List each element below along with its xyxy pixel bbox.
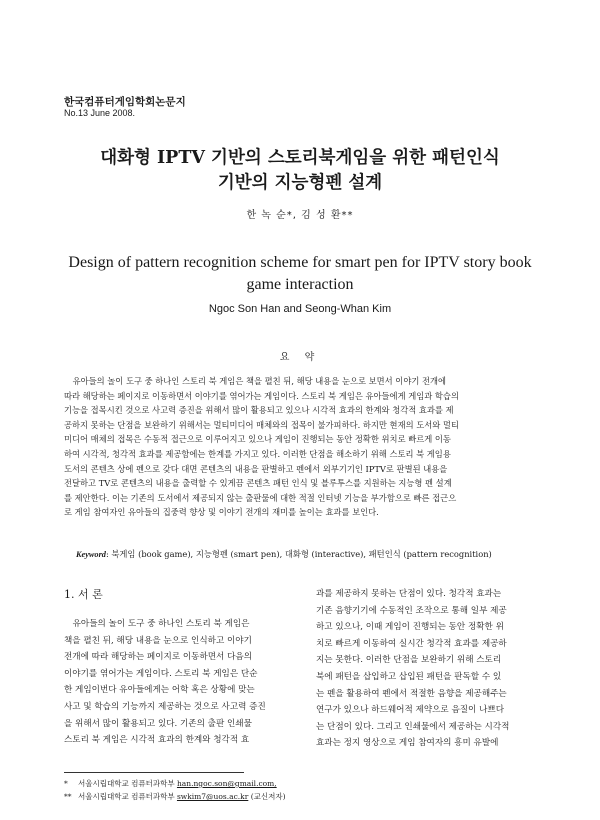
body-line: 는 단점이 있다. 그리고 인쇄물에서 제공하는 시각적 — [316, 721, 510, 732]
body-line: 효과는 정지 영상으로 게임 참여자의 흥미 유발에 — [316, 738, 499, 749]
body-line: 유아들의 놀이 도구 중 하나인 스토리 북 게임은 — [72, 619, 250, 629]
body-line: 이야기를 엮어가는 게임이다. 스토리 북 게임은 단순 — [64, 668, 258, 679]
body-column-left — [64, 616, 284, 749]
footnote-1-affiliation: 서울시립대학교 컴퓨터과학부 — [78, 779, 177, 788]
title-english — [60, 252, 540, 296]
abstract-line: 하여 시각적, 청각적 효과를 제공함에는 한계를 가지고 있다. 이러한 단점을 해소하기 위해 스토리 북 게임용 — [64, 448, 451, 459]
body-line: 연구가 있으나 하드웨어적 제약으로 음질이 나쁘다 — [316, 705, 504, 716]
body-line: 을 위해서 많이 활용되고 있다. 기존의 출판 인쇄물 — [64, 718, 252, 729]
abstract-heading: 요 약 — [279, 352, 321, 363]
abstract-body — [64, 374, 538, 520]
footnote-2-affiliation: 서울시립대학교 컴퓨터과학부 — [78, 792, 177, 801]
abstract-line: 도서의 콘텐츠 상에 펜으로 갖다 대면 콘텐츠의 내용을 판별하고 펜에서 외부기기인 IPTV로 판별된 내용을 — [64, 463, 448, 474]
body-line: 북에 패턴을 삽입하고 삽입된 패턴을 판독할 수 있 — [316, 671, 502, 682]
authors-korean: 한 녹 순*, 김 성 환** — [246, 210, 354, 221]
body-line: 하고 있으나, 이때 게임이 진행되는 동안 정확한 위 — [316, 622, 504, 633]
body-line: 전개에 따라 해당하는 페이지로 이동하면서 다음의 — [64, 652, 252, 663]
body-line: 기존 음향기기에 수동적인 조작으로 통해 일부 제공 — [316, 605, 507, 616]
title-korean — [40, 146, 560, 196]
abstract-line: 전달하고 TV로 콘텐츠의 내용을 출력할 수 있게끔 콘텐츠 패턴 인식 및 블루투스를 지원하는 지능형 펜 설계 — [64, 478, 452, 489]
body-column-right — [316, 586, 536, 752]
title-english-line-2: game interaction — [246, 276, 354, 293]
footnote-2-mark: ** — [64, 792, 72, 801]
body-line: 치로 빠르게 이동하여 실시간 청각적 효과를 제공하 — [316, 638, 507, 649]
footnote-2-suffix: (교신저자) — [248, 792, 286, 801]
authors-english: Ngoc Son Han and Seong-Whan Kim — [208, 303, 392, 315]
abstract-line: 를 제안한다. 이는 기존의 도서에서 제공되지 않는 출판물에 대한 적절 인터넷 기능을 부가함으로 빠른 접근으 — [64, 492, 457, 503]
keywords-label: Keyword — [76, 550, 106, 559]
body-line: 과를 제공하지 못하는 단점이 있다. 청각적 효과는 — [316, 589, 502, 599]
body-line: 스토리 북 게임은 시각적 효과의 한계와 청각적 효 — [64, 735, 250, 746]
footnote-1-mark: * — [64, 779, 68, 788]
body-line: 한 게임이번다 유아들에게는 어학 혹은 상황에 맞는 — [64, 685, 255, 696]
body-line: 지는 못한다. 이러한 단점을 보완하기 위해 스토리 — [316, 655, 502, 666]
abstract-line: 기능을 접목시킨 것으로 사고력 증진을 위해서 많이 활용되고 있으나 시각적 효과의 한계와 청각적 효과를 제 — [64, 405, 454, 416]
keywords-text: : 북게임 (book game), 지능형펜 (smart pen), 대화형 (interactive), 패턴인식 (pattern recognition) — [105, 549, 492, 559]
abstract-line: 유아들의 놀이 도구 중 하나인 스토리 북 게임은 책을 펼친 뒤, 해당 내용을 눈으로 보면서 이야기 전개에 — [72, 376, 447, 386]
body-line: 는 펜을 활용하여 펜에서 적절한 음향을 제공해주는 — [316, 688, 507, 699]
title-korean-line-2: 기반의 지능형펜 설계 — [217, 173, 383, 193]
section-heading-introduction: 1. 서 론 — [64, 588, 103, 601]
abstract-line: 로 게임 참여자인 유아들의 집중력 향상 및 이야기 전개의 재미를 높이는 효과를 보인다. — [64, 507, 379, 518]
title-korean-line-1: 대화형 IPTV 기반의 스토리북게임을 위한 패턴인식 — [100, 148, 500, 168]
footnote-2 — [64, 791, 286, 802]
abstract-line: 미디어 매체의 접목은 수동적 접근으로 이루어지고 있으나 게임이 진행되는 동안 정확한 위치로 빠르게 이동 — [64, 434, 451, 445]
title-english-line-1: Design of pattern recognition scheme for smart pen for IPTV story book — [68, 254, 532, 271]
footnote-2-email-link[interactable]: swkim7@uos.ac.kr — [176, 792, 249, 801]
body-line: 사고 및 학습의 기능까지 제공하는 것으로 사고력 증진 — [64, 701, 266, 712]
journal-name: 한국컴퓨터게임학회논문지 — [64, 96, 186, 108]
keywords — [76, 548, 546, 560]
abstract-line: 따라 해당하는 페이지로 이동하면서 이야기를 엮어가는 게임이다. 스토리 북 게임은 유아들에게 게임과 학습의 — [64, 390, 459, 401]
footnote-divider — [64, 772, 244, 773]
body-line: 책을 펼친 뒤, 해당 내용을 눈으로 인식하고 이야기 — [64, 635, 252, 646]
footnote-1-email-link[interactable]: han.ngoc.son@gmail.com, — [176, 779, 277, 788]
abstract-line: 공하지 못하는 단점을 보완하기 위해서는 멀티미디어 매체와의 접목이 불가피하다. 하지만 현재의 도서와 멀티 — [64, 419, 459, 430]
journal-issue: No.13 June 2008. — [64, 108, 136, 118]
footnote-1 — [64, 778, 277, 789]
